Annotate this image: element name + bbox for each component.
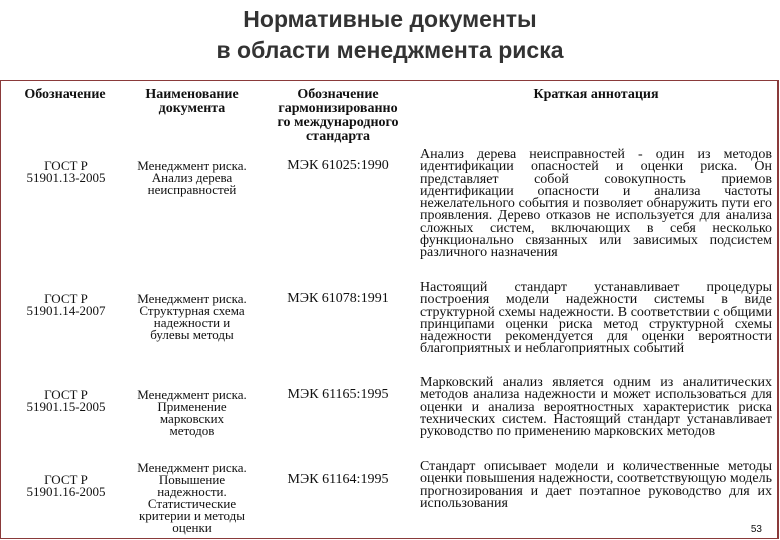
- row-4-code: [4, 474, 128, 498]
- row-4-name-line: оценки: [172, 520, 212, 535]
- row-1-annotation: Анализ дерева неисправностей - один из методов идентификации опасностей и оценки риска. Он представляет собой совокупность приемов идентификации опасности и анализа частоты нежелательного события и позволяет обнаружить пути его проявления. Дерево отказов не используется для анализа сложных систем, включающих в себя несколько функционально связанных или зависимых подсистем различного назначения: [420, 147, 772, 261]
- header-intl-line-1: Обозначение: [297, 87, 379, 102]
- row-3-annotation: Марковский анализ является одним из аналитических методов анализа надежности и может использоваться для оценки и анализа вероятностных характеристик риска технических систем. Настоящий стандарт устанавливает руководство по применению марковских методов: [420, 375, 772, 440]
- row-1-name-line: Анализ дерева: [151, 170, 233, 185]
- row-4-name-line: Статистические: [147, 496, 237, 511]
- header-intl-line-4: стандарта: [305, 129, 371, 144]
- row-1-code: [4, 160, 128, 184]
- header-name-line-1: Наименование: [145, 87, 239, 102]
- row-4-intl: МЭК 61164:1995: [287, 472, 389, 487]
- row-2-name-line: булевы методы: [150, 327, 234, 342]
- row-4-name-line: Менеджмент риска.: [137, 460, 247, 475]
- header-document-name: [124, 88, 260, 116]
- row-2-code: [4, 293, 128, 317]
- row-2-code-line-1: ГОСТ Р: [44, 291, 88, 306]
- row-1-name-line: Менеджмент риска.: [137, 158, 247, 173]
- row-2-annotation: Настоящий стандарт устанавливает процедуры построения модели надежности системы в виде структурной схемы надежности. В соответствии с общими принципами оценки риска метод структурной схемы надежности рекомендуется для оценки вероятности благоприятных и неблагоприятных событий: [420, 280, 772, 357]
- row-3-code-line-1: ГОСТ Р: [44, 387, 88, 402]
- row-4-name-line: критерии и методы: [138, 508, 246, 523]
- header-name-line-2: документа: [158, 101, 226, 116]
- row-3-name-line: марковских: [159, 411, 225, 426]
- header-intl-line-3: го международного: [277, 115, 399, 130]
- row-3-intl: МЭК 61165:1995: [287, 387, 389, 402]
- title-line-1: Нормативные документы: [243, 6, 537, 32]
- row-2-name: [122, 293, 262, 341]
- row-4-name: [122, 462, 262, 534]
- row-2-name-line: Структурная схема: [139, 303, 245, 318]
- row-4-code-line-2: 51901.16-2005: [26, 484, 106, 499]
- row-1-name: [122, 160, 262, 196]
- row-3-name-line: Менеджмент риска.: [137, 387, 247, 402]
- row-2-code-line-2: 51901.14-2007: [26, 303, 106, 318]
- header-designation: Обозначение: [24, 87, 106, 102]
- row-3-code-line-2: 51901.15-2005: [26, 399, 106, 414]
- page-number: 53: [750, 524, 762, 535]
- title-line-2: в области менеджмента риска: [216, 37, 564, 63]
- header-intl-standard: [260, 88, 416, 144]
- row-3-code: [4, 389, 128, 413]
- row-1-intl: МЭК 61025:1990: [287, 158, 389, 173]
- row-4-name-line: надежности.: [157, 484, 227, 499]
- page-title: [0, 4, 780, 66]
- row-2-intl: МЭК 61078:1991: [287, 291, 389, 306]
- row-3-name-line: Применение: [157, 399, 227, 414]
- row-3-name-line: методов: [169, 423, 215, 438]
- row-4-code-line-1: ГОСТ Р: [44, 472, 88, 487]
- header-intl-line-2: гармонизированно: [278, 101, 398, 116]
- row-3-name: [122, 389, 262, 437]
- row-4-name-line: Повышение: [158, 472, 226, 487]
- row-1-code-line-1: ГОСТ Р: [44, 158, 88, 173]
- row-1-name-line: неисправностей: [147, 182, 237, 197]
- row-2-name-line: надежности и: [153, 315, 231, 330]
- row-1-code-line-2: 51901.13-2005: [26, 170, 106, 185]
- header-annotation: Краткая аннотация: [533, 87, 659, 102]
- row-4-annotation: Стандарт описывает модели и количественные методы оценки повышения надежности, соответствующую модель прогнозирования и дает поэтапное руководство для их использования: [420, 459, 772, 511]
- row-2-name-line: Менеджмент риска.: [137, 291, 247, 306]
